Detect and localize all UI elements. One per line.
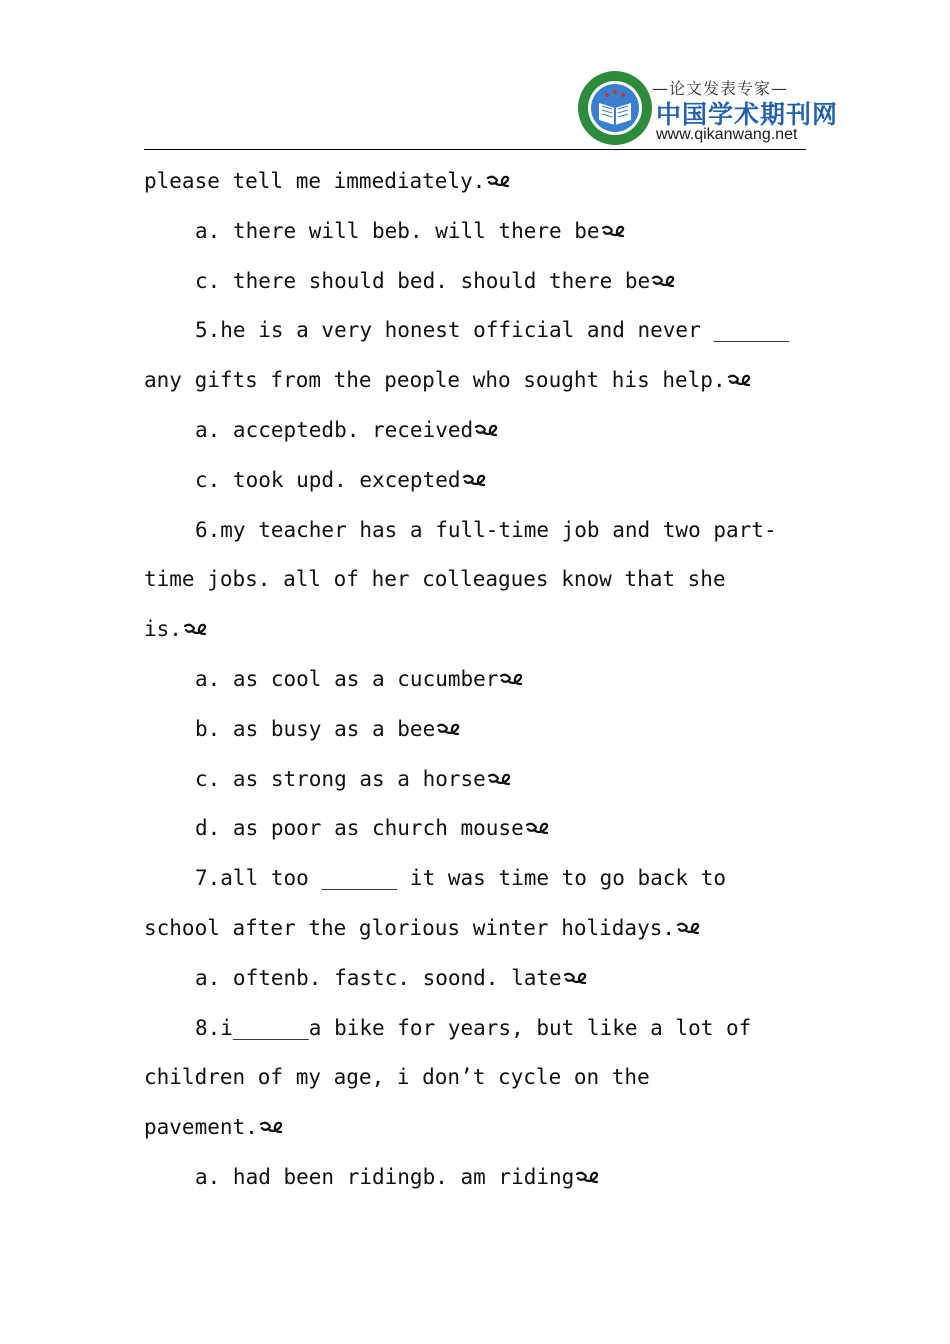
text-line [144, 161, 824, 211]
text-line [144, 759, 824, 809]
paragraph-mark-icon [727, 361, 753, 375]
line-text: c. as strong as a horse [195, 766, 486, 791]
line-text: b. as busy as a bee [195, 716, 436, 741]
text-line [144, 609, 824, 659]
text-line [144, 709, 824, 759]
line-text: any gifts from the people who sought his help. [144, 368, 726, 393]
paragraph-mark-icon [487, 760, 513, 774]
logo-slogan: —论文发表专家— [652, 79, 789, 98]
paragraph-mark-icon [474, 411, 500, 425]
text-line [144, 1008, 824, 1058]
text-line [144, 261, 824, 311]
text-line [144, 1057, 824, 1107]
paragraph-mark-icon [486, 162, 512, 176]
qikanwang-seal-logo [577, 70, 653, 146]
paragraph-mark-icon [651, 262, 677, 276]
text-line [144, 1107, 824, 1157]
line-text: d. as poor as church mouse [195, 816, 524, 841]
paragraph-mark-icon [563, 959, 589, 973]
line-text: a. as cool as a cucumber [195, 666, 499, 691]
line-text: c. took upd. excepted [195, 467, 461, 492]
line-text: please tell me immediately. [144, 169, 486, 193]
line-text: pavement. [144, 1115, 258, 1140]
logo-brand-name: 中国学术期刊网 [656, 100, 839, 129]
line-text: 8.i______a bike for years, but like a lot of [195, 1015, 752, 1040]
text-line [144, 659, 824, 709]
paragraph-mark-icon [462, 461, 488, 475]
text-line [144, 559, 824, 609]
line-text: is. [144, 617, 182, 642]
document-body [144, 161, 824, 1207]
paragraph-mark-icon [575, 1158, 601, 1172]
line-text: 5.he is a very honest official and never ______ [195, 318, 790, 343]
line-text: 6.my teacher has a full-time job and two part- [195, 517, 777, 542]
text-line [144, 360, 824, 410]
paragraph-mark-icon [676, 909, 702, 923]
text-line [144, 410, 824, 460]
paragraph-mark-icon [183, 610, 209, 624]
text-line [144, 1157, 824, 1207]
line-text: c. there should bed. should there be [195, 268, 651, 293]
text-line [144, 310, 824, 360]
paragraph-mark-icon [436, 710, 462, 724]
text-line [144, 510, 824, 560]
line-text: time jobs. all of her colleagues know that she [144, 567, 726, 592]
text-line [144, 958, 824, 1008]
text-line [144, 908, 824, 958]
header-rule [144, 149, 806, 150]
line-text: a. acceptedb. received [195, 417, 474, 442]
text-line [144, 211, 824, 261]
line-text: a. had been ridingb. am riding [195, 1164, 575, 1189]
paragraph-mark-icon [601, 212, 627, 226]
line-text: school after the glorious winter holidays. [144, 915, 676, 940]
text-line [144, 858, 824, 908]
text-line [144, 460, 824, 510]
paragraph-mark-icon [525, 809, 551, 823]
text-line [144, 808, 824, 858]
paragraph-mark-icon [259, 1108, 285, 1122]
line-text: 7.all too ______ it was time to go back to [195, 866, 727, 891]
line-text: a. oftenb. fastc. soond. late [195, 965, 562, 990]
paragraph-mark-icon [499, 660, 525, 674]
logo-domain: www.qikanwang.net [656, 126, 798, 143]
line-text: a. there will beb. will there be [195, 218, 600, 243]
line-text: children of my age, i don’t cycle on the [144, 1065, 650, 1090]
site-logo [577, 70, 839, 146]
